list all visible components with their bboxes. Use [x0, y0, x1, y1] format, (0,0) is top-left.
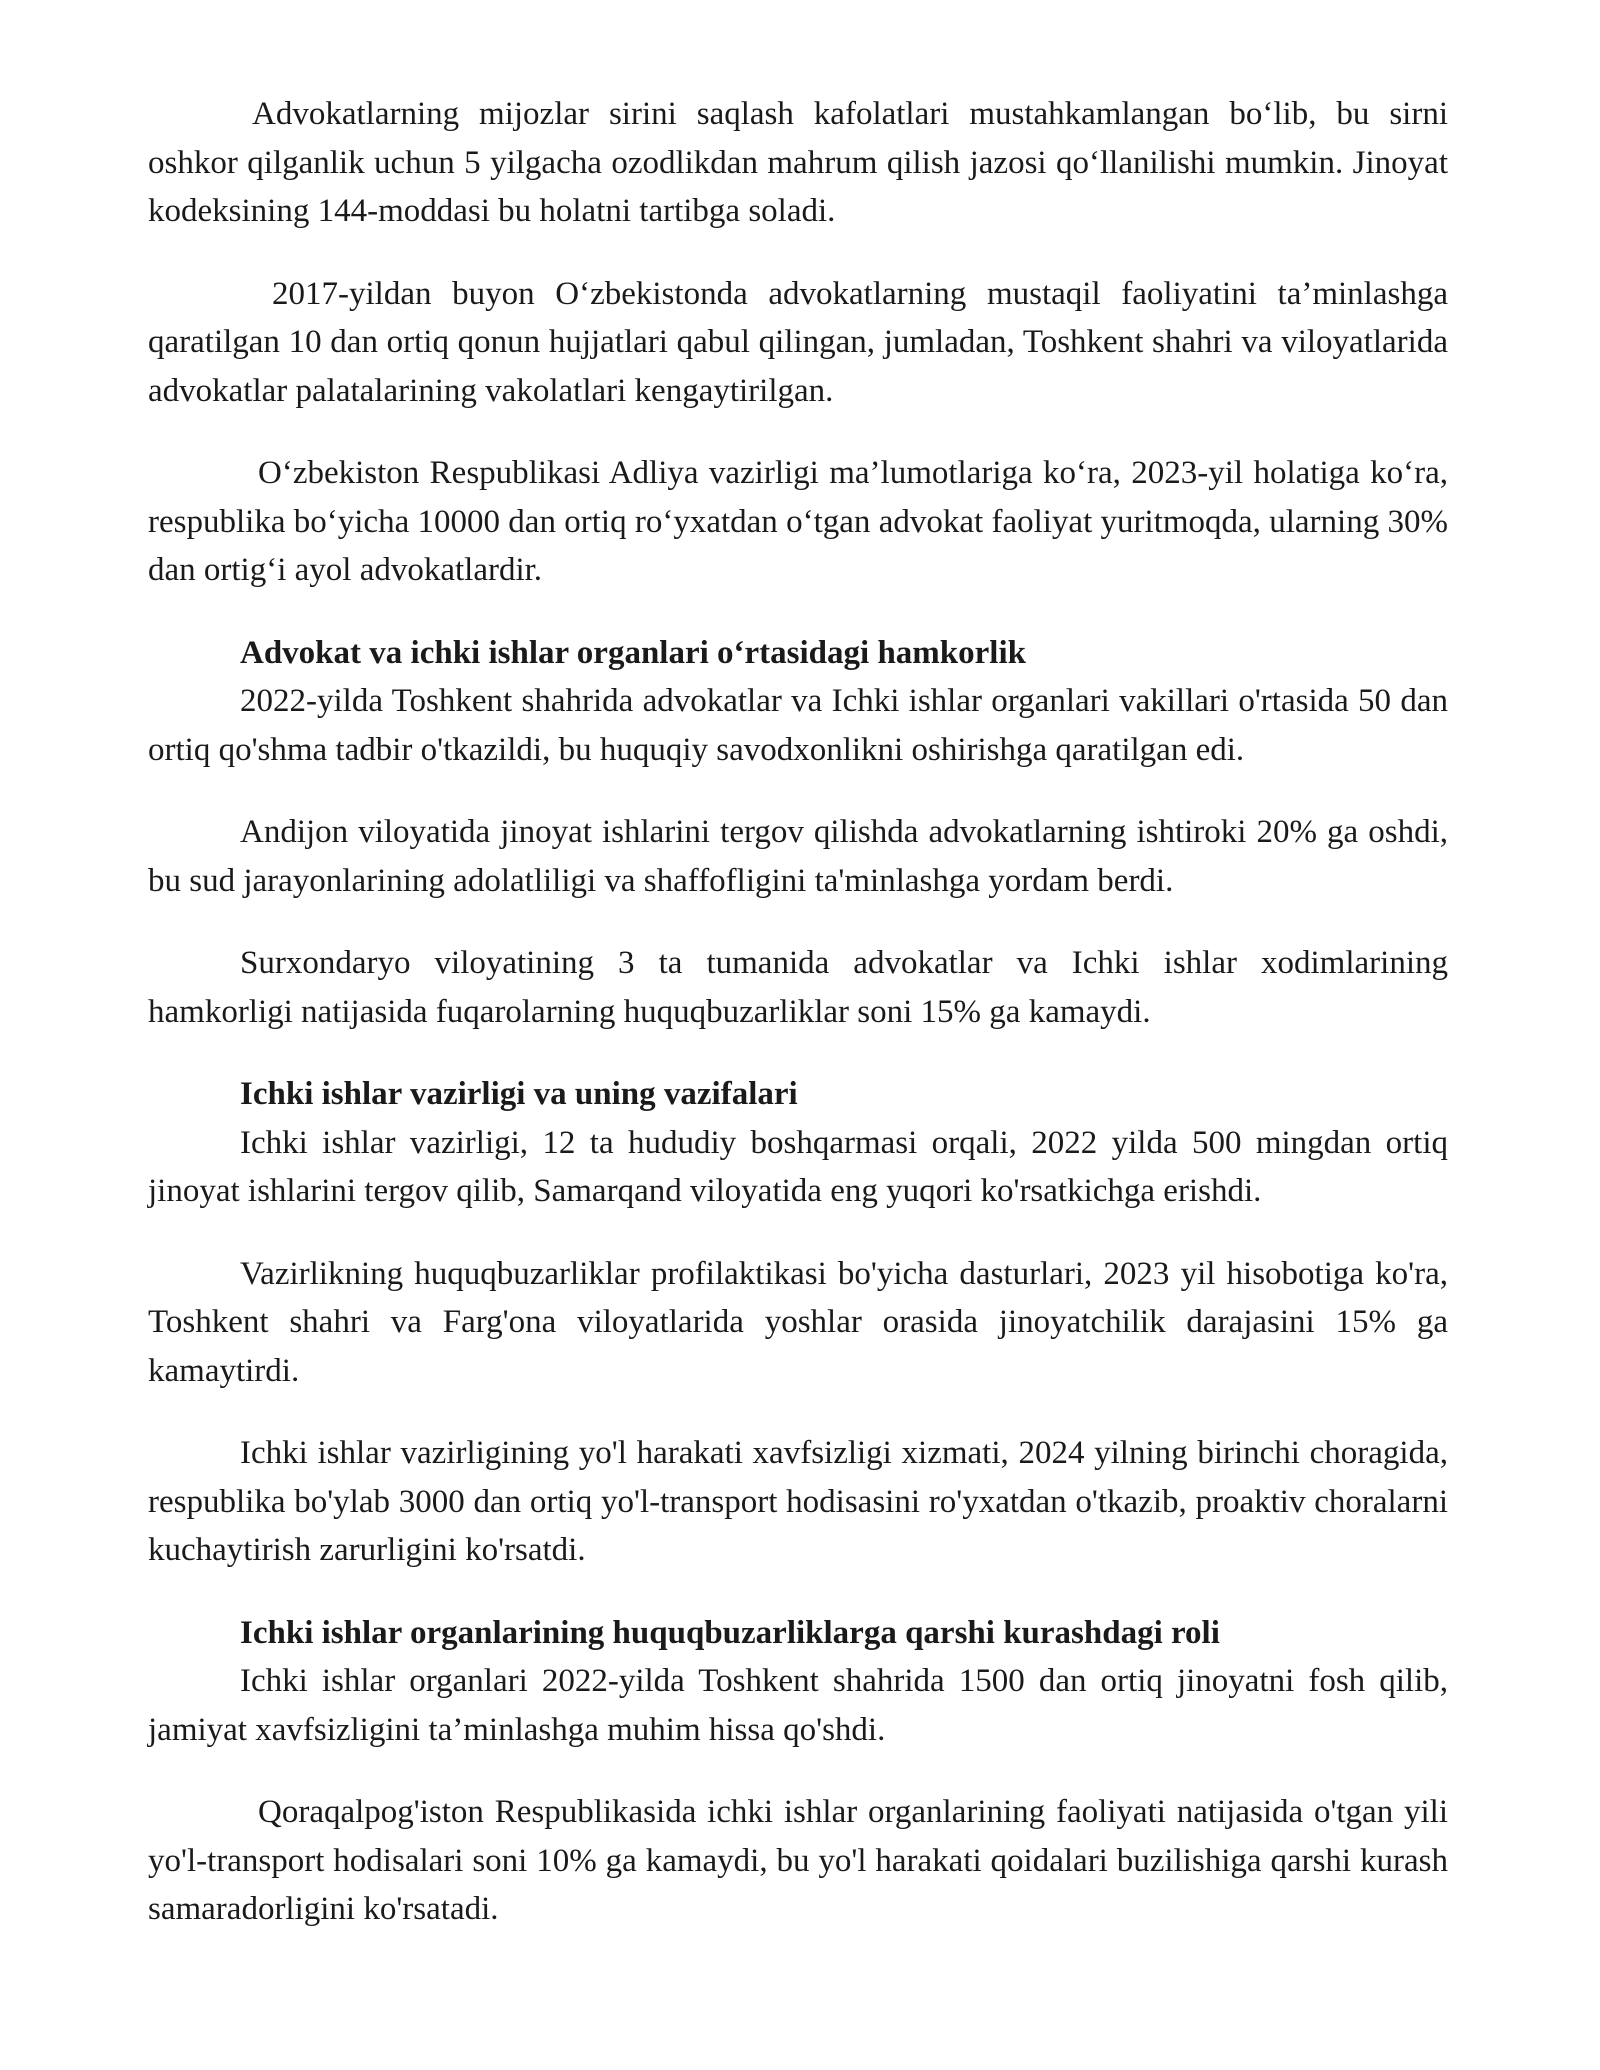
section-heading-cooperation: Advokat va ichki ishlar organlari o‘rtasidagi hamkorlik	[240, 634, 1026, 671]
paragraph-andijan-participation: Andijon viloyatida jinoyat ishlarini tergov qilishda advokatlarning ishtiroki 20% ga oshdi, bu sud jarayonlarining adolatliligi va shaffofligini ta'minlashga yordam berdi.	[148, 814, 1448, 899]
paragraph-joint-events-tashkent: 2022-yilda Toshkent shahrida advokatlar va Ichki ishlar organlari vakillari o'rtasida 50 dan ortiq qo'shma tadbir o'tkazildi, bu huquqiy savodxonlikni oshirishga qaratilgan edi.	[148, 683, 1448, 768]
section-heading-ministry-tasks: Ichki ishlar vazirligi va uning vazifalari	[240, 1076, 798, 1112]
paragraph-karakalpakstan-traffic: Qoraqalpog'iston Respublikasida ichki ishlar organlarining faoliyati natijasida o'tgan yili yo'l-transport hodisalari soni 10% ga kamaydi, bu yo'l harakati qoidalari buzilishiga qarshi kurash samaradorligini ko'rsatadi.	[148, 1794, 1448, 1927]
document-page	[148, 90, 1448, 1968]
paragraph-crimes-solved-tashkent: Ichki ishlar organlari 2022-yilda Toshkent shahrida 1500 dan ortiq jinoyatni fosh qilib, jamiyat xavfsizligini ta’minlashga muhim hissa qo'shdi.	[148, 1663, 1448, 1748]
paragraph-advocate-confidentiality: Advokatlarning mijozlar sirini saqlash kafolatlari mustahkamlangan bo‘lib, bu sirni oshkor qilganlik uchun 5 yilgacha ozodlikdan mahrum qilish jazosi qo‘llanilishi mumkin. Jinoyat kodeksining 144-moddasi bu holatni tartibga soladi.	[148, 96, 1448, 229]
paragraph-legal-acts-since-2017: 2017-yildan buyon O‘zbekistonda advokatlarning mustaqil faoliyatini ta’minlashga qaratilgan 10 dan ortiq qonun hujjatlari qabul qilingan, jumladan, Toshkent shahri va viloyatlarida advokatlar palatalarining vakolatlari kengaytirilgan.	[148, 275, 1448, 409]
paragraph-ministry-of-justice-statistics: O‘zbekiston Respublikasi Adliya vazirligi ma’lumotlariga ko‘ra, 2023-yil holatiga ko‘ra, respublika bo‘yicha 10000 dan ortiq ro‘yxatdan o‘tgan advokat faoliyat yuritmoqda, ularning 30% dan ortig‘i ayol advokatlardir.	[148, 455, 1448, 588]
paragraph-prevention-programs: Vazirlikning huquqbuzarliklar profilaktikasi bo'yicha dasturlari, 2023 yil hisobotiga ko'ra, Toshkent shahri va Farg'ona viloyatlarida yoshlar orasida jinoyatchilik darajasini 15% ga kamaytirdi.	[148, 1255, 1448, 1389]
paragraph-surkhandarya-cooperation: Surxondaryo viloyatining 3 ta tumanida advokatlar va Ichki ishlar xodimlarining hamkorligi natijasida fuqarolarning huquqbuzarliklar soni 15% ga kamaydi.	[148, 945, 1448, 1030]
paragraph-regional-departments: Ichki ishlar vazirligi, 12 ta hududiy boshqarmasi orqali, 2022 yilda 500 mingdan ortiq jinoyat ishlarini tergov qilib, Samarqand viloyatida eng yuqori ko'rsatkichga erishdi.	[148, 1124, 1448, 1209]
section-heading-crime-fighting-role: Ichki ishlar organlarining huquqbuzarliklarga qarshi kurashdagi roli	[240, 1614, 1220, 1651]
paragraph-road-safety-service: Ichki ishlar vazirligining yo'l harakati xavfsizligi xizmati, 2024 yilning birinchi choragida, respublika bo'ylab 3000 dan ortiq yo'l-transport hodisasini ro'yxatdan o'tkazib, proaktiv choralarni kuchaytirish zarurligini ko'rsatdi.	[148, 1435, 1448, 1568]
